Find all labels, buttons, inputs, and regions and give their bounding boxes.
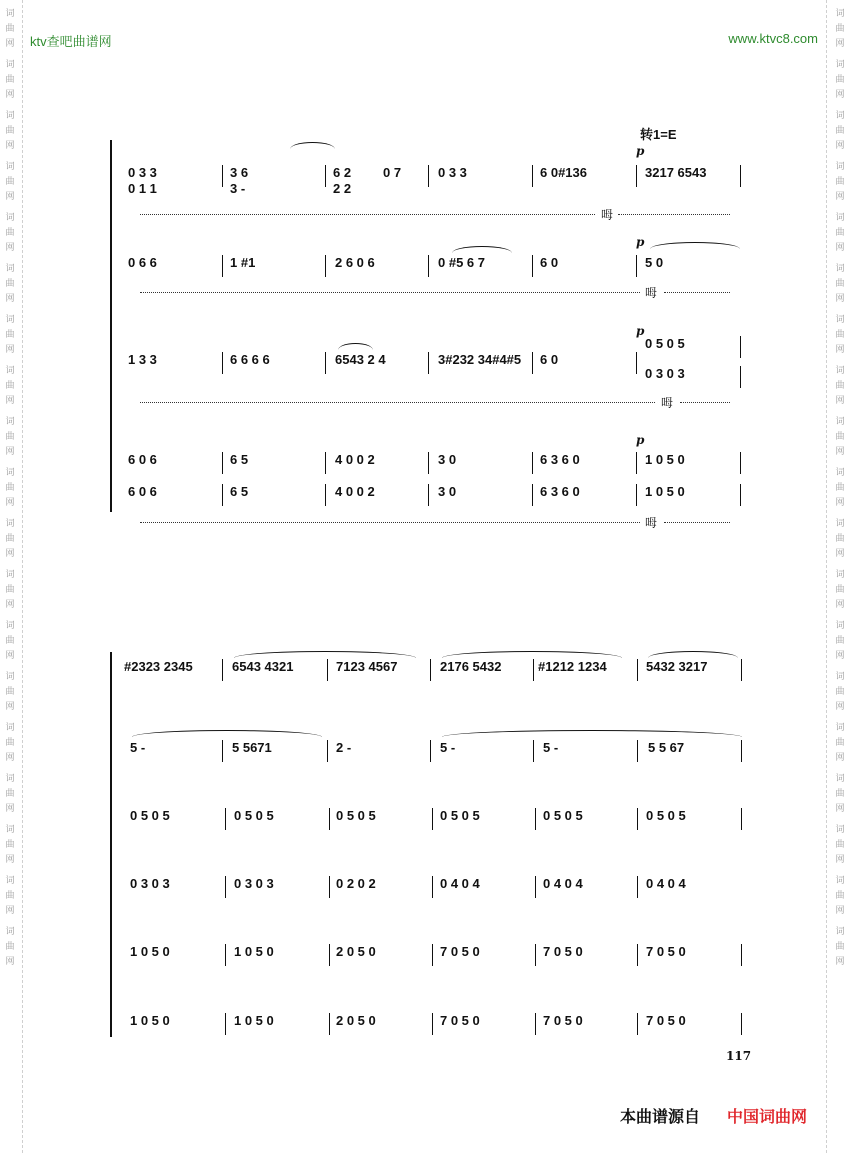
measure: 0 3 0 3	[130, 876, 170, 891]
watermark-glyph: 网	[5, 294, 15, 304]
measure: 2 6 0 6	[335, 255, 375, 270]
watermark-glyph: 曲	[835, 840, 845, 850]
measure: 2 2	[333, 181, 352, 196]
measure: 7 0 5 0	[646, 944, 686, 959]
measure: 3 6	[230, 165, 249, 180]
watermark-glyph: 词	[835, 570, 845, 580]
measure: 1 3 3	[128, 352, 157, 367]
watermark-glyph: 词	[835, 162, 845, 172]
watermark-glyph: 词	[5, 876, 15, 886]
lyric-syllable: 呣	[642, 514, 660, 531]
watermark-glyph: 网	[5, 192, 15, 202]
watermark-glyph: 曲	[5, 228, 15, 238]
watermark-glyph: 词	[5, 825, 15, 835]
source-site-link[interactable]: 中国词曲网	[727, 1109, 808, 1126]
measure: 4 0 0 2	[335, 484, 375, 499]
watermark-glyph: 曲	[835, 330, 845, 340]
measure: 7 0 5 0	[646, 1013, 686, 1028]
measure: 5 5671	[232, 740, 272, 755]
site-name-left[interactable]: ktv查吧曲谱网	[30, 34, 112, 49]
dynamic-p-soprano: p	[636, 144, 645, 158]
measure: 5 -	[130, 740, 146, 755]
measure: 0 5 0 5	[543, 808, 583, 823]
watermark-glyph: 曲	[5, 381, 15, 391]
watermark-glyph: 词	[835, 468, 845, 478]
s1-alto	[0, 255, 850, 277]
watermark-glyph: 网	[835, 243, 845, 253]
watermark-glyph: 网	[835, 600, 845, 610]
measure: 6 3 6 0	[540, 452, 580, 467]
measure: 3 0	[438, 484, 457, 499]
measure: 6 0	[540, 255, 559, 270]
watermark-glyph: 词	[5, 468, 15, 478]
watermark-glyph: 曲	[5, 483, 15, 493]
watermark-glyph: 曲	[835, 891, 845, 901]
s2-tenor-lower	[0, 876, 850, 898]
watermark-glyph: 网	[835, 192, 845, 202]
watermark-glyph: 词	[5, 264, 15, 274]
measure: 0 5 0 5	[234, 808, 274, 823]
measure: 6 2	[333, 165, 352, 180]
watermark-glyph: 网	[5, 804, 15, 814]
watermark-glyph: 词	[835, 672, 845, 682]
watermark-glyph: 曲	[5, 432, 15, 442]
measure: 0 4 0 4	[440, 876, 480, 891]
measure: 0 6 6	[128, 255, 157, 270]
measure: 5 -	[543, 740, 559, 755]
watermark-glyph: 网	[5, 243, 15, 253]
s1-bass-upper	[0, 452, 850, 474]
watermark-glyph: 词	[5, 60, 15, 70]
watermark-glyph: 曲	[835, 789, 845, 799]
lyric-syllable: 呣	[658, 394, 676, 411]
measure: 7123 4567	[336, 659, 398, 674]
watermark-glyph: 词	[5, 417, 15, 427]
s2-bass-lower	[0, 1013, 850, 1035]
watermark-glyph: 词	[5, 315, 15, 325]
watermark-glyph: 词	[835, 621, 845, 631]
watermark-glyph: 词	[5, 519, 15, 529]
watermark-glyph: 词	[5, 774, 15, 784]
watermark-glyph: 网	[835, 39, 845, 49]
watermark-glyph: 曲	[835, 381, 845, 391]
watermark-glyph: 曲	[5, 738, 15, 748]
watermark-glyph: 网	[5, 447, 15, 457]
measure: 6 3 6 0	[540, 484, 580, 499]
watermark-glyph: 网	[835, 702, 845, 712]
measure: 1 0 5 0	[130, 944, 170, 959]
watermark-glyph: 网	[5, 651, 15, 661]
watermark-glyph: 曲	[5, 75, 15, 85]
watermark-glyph: 词	[5, 9, 15, 19]
watermark-glyph: 曲	[835, 75, 845, 85]
measure: 0 2 0 2	[336, 876, 376, 891]
watermark-glyph: 网	[835, 498, 845, 508]
watermark-glyph: 网	[835, 345, 845, 355]
watermark-glyph: 词	[835, 315, 845, 325]
watermark-glyph: 曲	[5, 840, 15, 850]
watermark-glyph: 曲	[5, 534, 15, 544]
dynamic-p-alto: p	[636, 235, 645, 249]
watermark-glyph: 曲	[5, 24, 15, 34]
dynamic-p-tenor: p	[636, 324, 645, 338]
measure: 3 0	[438, 452, 457, 467]
s2-alto	[0, 740, 850, 762]
measure: 0 #5 6 7	[438, 255, 485, 270]
lyric-syllable: 呣	[598, 206, 616, 223]
watermark-glyph: 网	[835, 447, 845, 457]
watermark-glyph: 曲	[5, 789, 15, 799]
watermark-glyph: 词	[835, 519, 845, 529]
measure: 0 4 0 4	[646, 876, 686, 891]
measure: 1 #1	[230, 255, 256, 270]
measure: #1212 1234	[538, 659, 607, 674]
measure: 1 0 5 0	[234, 1013, 274, 1028]
measure: 0 4 0 4	[543, 876, 583, 891]
measure: 0 1 1	[128, 181, 157, 196]
watermark-glyph: 网	[835, 651, 845, 661]
watermark-glyph: 词	[835, 876, 845, 886]
measure: 6 5	[230, 452, 249, 467]
measure: 2 0 5 0	[336, 944, 376, 959]
watermark-glyph: 曲	[835, 24, 845, 34]
watermark-glyph: 词	[835, 417, 845, 427]
watermark-glyph: 曲	[5, 636, 15, 646]
measure: 6 0 6	[128, 484, 157, 499]
measure: 5 0	[645, 255, 664, 270]
watermark-glyph: 词	[835, 9, 845, 19]
measure: 1 0 5 0	[130, 1013, 170, 1028]
watermark-glyph: 词	[835, 825, 845, 835]
measure: 0 3 3	[128, 165, 157, 180]
watermark-glyph: 词	[835, 927, 845, 937]
lyric-syllable: 呣	[642, 284, 660, 301]
watermark-glyph: 词	[835, 723, 845, 733]
watermark-glyph: 网	[835, 957, 845, 967]
s1-soprano-lower	[0, 181, 850, 203]
s1-tenor-div-upper	[0, 336, 850, 358]
measure: 6 0	[540, 352, 559, 367]
source-label: 本曲谱源自	[620, 1109, 701, 1126]
measure: 6 0#136	[540, 165, 587, 180]
watermark-glyph: 网	[5, 906, 15, 916]
watermark-glyph: 曲	[835, 585, 845, 595]
watermark-glyph: 词	[5, 366, 15, 376]
watermark-glyph: 曲	[835, 228, 845, 238]
watermark-glyph: 网	[5, 39, 15, 49]
s1-tenor-div-lower	[0, 366, 850, 388]
measure: 0 3 3	[438, 165, 467, 180]
watermark-glyph: 词	[5, 162, 15, 172]
lyric-line	[140, 214, 595, 216]
watermark-glyph: 曲	[5, 126, 15, 136]
watermark-glyph: 词	[835, 264, 845, 274]
watermark-glyph: 曲	[5, 177, 15, 187]
measure: 1 0 5 0	[645, 484, 685, 499]
watermark-glyph: 网	[835, 855, 845, 865]
watermark-glyph: 网	[835, 753, 845, 763]
measure: 6 6 6 6	[230, 352, 270, 367]
measure: 0 5 0 5	[336, 808, 376, 823]
watermark-glyph: 曲	[835, 738, 845, 748]
watermark-glyph: 曲	[5, 279, 15, 289]
s2-bass-upper	[0, 944, 850, 966]
measure: 1 0 5 0	[234, 944, 274, 959]
watermark-glyph: 网	[5, 753, 15, 763]
watermark-glyph: 词	[835, 213, 845, 223]
measure: 6543 4321	[232, 659, 294, 674]
watermark-glyph: 网	[5, 498, 15, 508]
watermark-glyph: 曲	[835, 942, 845, 952]
watermark-glyph: 词	[835, 774, 845, 784]
site-url-right[interactable]: www.ktvc8.com	[728, 31, 818, 46]
measure: 0 5 0 5	[646, 808, 686, 823]
watermark-glyph: 曲	[5, 585, 15, 595]
measure: 2 -	[336, 740, 352, 755]
watermark-glyph: 词	[5, 213, 15, 223]
watermark-glyph: 曲	[835, 534, 845, 544]
measure: 0 3 0 3	[234, 876, 274, 891]
measure: 7 0 5 0	[440, 1013, 480, 1028]
watermark-glyph: 网	[5, 345, 15, 355]
measure: 2 0 5 0	[336, 1013, 376, 1028]
watermark-glyph: 曲	[5, 687, 15, 697]
watermark-glyph: 网	[835, 906, 845, 916]
measure: 3#232 34#4#5	[438, 352, 522, 367]
measure: 0 5 0 5	[130, 808, 170, 823]
watermark-glyph: 网	[5, 90, 15, 100]
watermark-glyph: 词	[835, 60, 845, 70]
watermark-glyph: 网	[835, 396, 845, 406]
watermark-glyph: 词	[5, 111, 15, 121]
measure: 0 7	[383, 165, 402, 180]
measure: 3217 6543	[645, 165, 707, 180]
key-change-mark: 转1=E	[640, 127, 677, 142]
watermark-glyph: 网	[835, 294, 845, 304]
watermark-glyph: 曲	[5, 942, 15, 952]
measure: 2176 5432	[440, 659, 502, 674]
watermark-glyph: 词	[5, 672, 15, 682]
watermark-glyph: 曲	[835, 687, 845, 697]
watermark-glyph: 网	[835, 141, 845, 151]
measure: 6 5	[230, 484, 249, 499]
watermark-glyph: 曲	[835, 432, 845, 442]
dynamic-p-bass: p	[636, 433, 645, 447]
measure: 0 5 0 5	[645, 336, 685, 351]
watermark-glyph: 词	[5, 723, 15, 733]
watermark-glyph: 曲	[835, 636, 845, 646]
measure: 5432 3217	[646, 659, 708, 674]
watermark-glyph: 词	[835, 111, 845, 121]
s1-bass-lower	[0, 484, 850, 506]
watermark-glyph: 网	[5, 855, 15, 865]
s2-tenor-upper	[0, 808, 850, 830]
watermark-glyph: 网	[835, 90, 845, 100]
watermark-glyph: 曲	[835, 483, 845, 493]
measure: 7 0 5 0	[543, 944, 583, 959]
watermark-glyph: 曲	[5, 891, 15, 901]
measure: 6 0 6	[128, 452, 157, 467]
measure: 3 -	[230, 181, 246, 196]
measure: #2323 2345	[124, 659, 193, 674]
page-number: 117	[726, 1049, 752, 1063]
measure: 5 5 67	[648, 740, 685, 755]
watermark-glyph: 词	[5, 621, 15, 631]
measure: 0 5 0 5	[440, 808, 480, 823]
watermark-glyph: 词	[835, 366, 845, 376]
watermark-glyph: 网	[5, 549, 15, 559]
watermark-glyph: 网	[5, 702, 15, 712]
watermark-glyph: 网	[835, 804, 845, 814]
watermark-glyph: 词	[5, 927, 15, 937]
watermark-glyph: 网	[5, 396, 15, 406]
watermark-glyph: 词	[5, 570, 15, 580]
watermark-glyph: 网	[835, 549, 845, 559]
watermark-glyph: 网	[5, 141, 15, 151]
measure: 5 -	[440, 740, 456, 755]
measure: 6543 2 4	[335, 352, 386, 367]
watermark-glyph: 曲	[835, 177, 845, 187]
watermark-glyph: 曲	[835, 279, 845, 289]
watermark-glyph: 曲	[5, 330, 15, 340]
measure: 4 0 0 2	[335, 452, 375, 467]
measure: 7 0 5 0	[543, 1013, 583, 1028]
watermark-glyph: 网	[5, 957, 15, 967]
measure: 1 0 5 0	[645, 452, 685, 467]
watermark-glyph: 网	[5, 600, 15, 610]
s2-soprano	[0, 659, 850, 681]
measure: 0 3 0 3	[645, 366, 685, 381]
system2-bracket-line	[110, 652, 112, 1037]
watermark-glyph: 曲	[835, 126, 845, 136]
measure: 7 0 5 0	[440, 944, 480, 959]
